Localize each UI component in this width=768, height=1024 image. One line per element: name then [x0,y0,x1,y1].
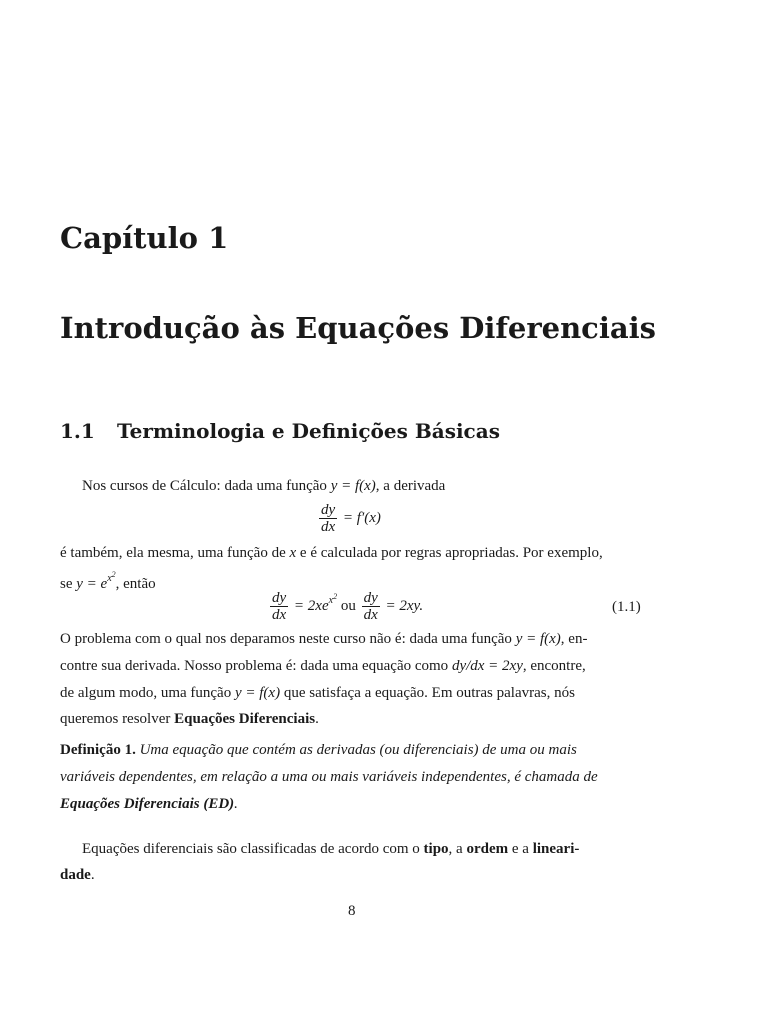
numerator: dy [321,502,336,518]
fraction [270,590,288,623]
definition-label: Definição 1. [60,742,136,758]
paragraph-line [60,868,95,883]
bold-term: dade [60,867,91,883]
section-title: Terminologia e Definições Básicas [117,419,500,443]
equation-number: (1.1) [612,599,641,615]
text: que satisfaça a equação. Em outras palavras, nós [283,685,575,701]
math: y = f(x) [234,685,281,701]
text: O problema com o qual nos deparamos neste curso não é: dada uma função [60,631,512,647]
chapter-label: Capítulo 1 [60,221,229,255]
fraction [319,502,337,535]
text: é também, ela mesma, uma função de [60,545,286,561]
paragraph-intro [82,479,445,494]
fraction [362,590,380,623]
paragraph-line [60,546,603,561]
definition-text: Uma equação que contém as derivadas (ou diferenciais) de uma ou mais [139,742,577,758]
section-number: 1.1 [60,419,95,443]
denominator: dx [321,519,336,535]
math: dy/dx = 2xy [451,658,523,674]
text: Nos cursos de Cálculo: dada uma função [82,478,327,494]
denominator: dx [363,607,378,623]
denominator: dx [272,607,287,623]
equation-part: = $2xe^{x^2}$ [293,591,338,614]
text: de algum modo, uma função [60,685,232,701]
definition-line: variáveis dependentes, em relação a uma ou mais variáveis independentes, é chamada de [60,769,598,785]
math: y = f(x) [330,478,376,494]
text: . [315,711,319,727]
paragraph-line [60,570,156,592]
page-number: 8 [348,903,356,919]
definition-term: Equações Diferenciais (ED) [60,796,235,812]
bold-term: ordem [466,841,509,857]
bold-term: tipo [423,841,449,857]
text: , encontre, [522,658,586,674]
text: se [60,576,73,592]
equation-1-1 [268,590,423,623]
chapter-title: Introdução às Equações Diferenciais [60,311,656,345]
text: , a derivada [375,478,446,494]
definition-line [60,797,238,812]
equation-derivative [317,502,381,535]
bold-term: lineari- [532,841,580,857]
numerator: dy [272,590,287,606]
text: , a [448,841,463,857]
text: queremos resolver [60,711,171,727]
text: ou [340,597,356,614]
equation-rhs: = f′(x) [342,509,381,526]
text: , então [115,576,156,592]
text: e é calculada por regras apropriadas. Por exemplo, [299,545,603,561]
paragraph-line [60,712,319,727]
bold-term: Equações Diferenciais [174,711,316,727]
text: . [90,867,95,883]
math: x [289,545,297,561]
text: . [234,796,238,812]
text: e a [511,841,529,857]
paragraph-line [60,686,575,701]
paragraph-line [60,659,586,674]
text: Equações diferenciais são classificadas de acordo com o [82,841,420,857]
text: contre sua derivada. Nosso problema é: dada uma equação como [60,658,449,674]
equation-part: = 2xy. [385,597,424,614]
math: y = f(x) [515,631,561,647]
numerator: dy [363,590,378,606]
text: , en- [560,631,588,647]
section-heading [60,419,500,443]
math: $y = e^{x^2}$ [76,570,116,592]
paragraph-line [60,632,587,647]
definition-line [60,743,577,758]
paragraph-line [82,842,579,857]
